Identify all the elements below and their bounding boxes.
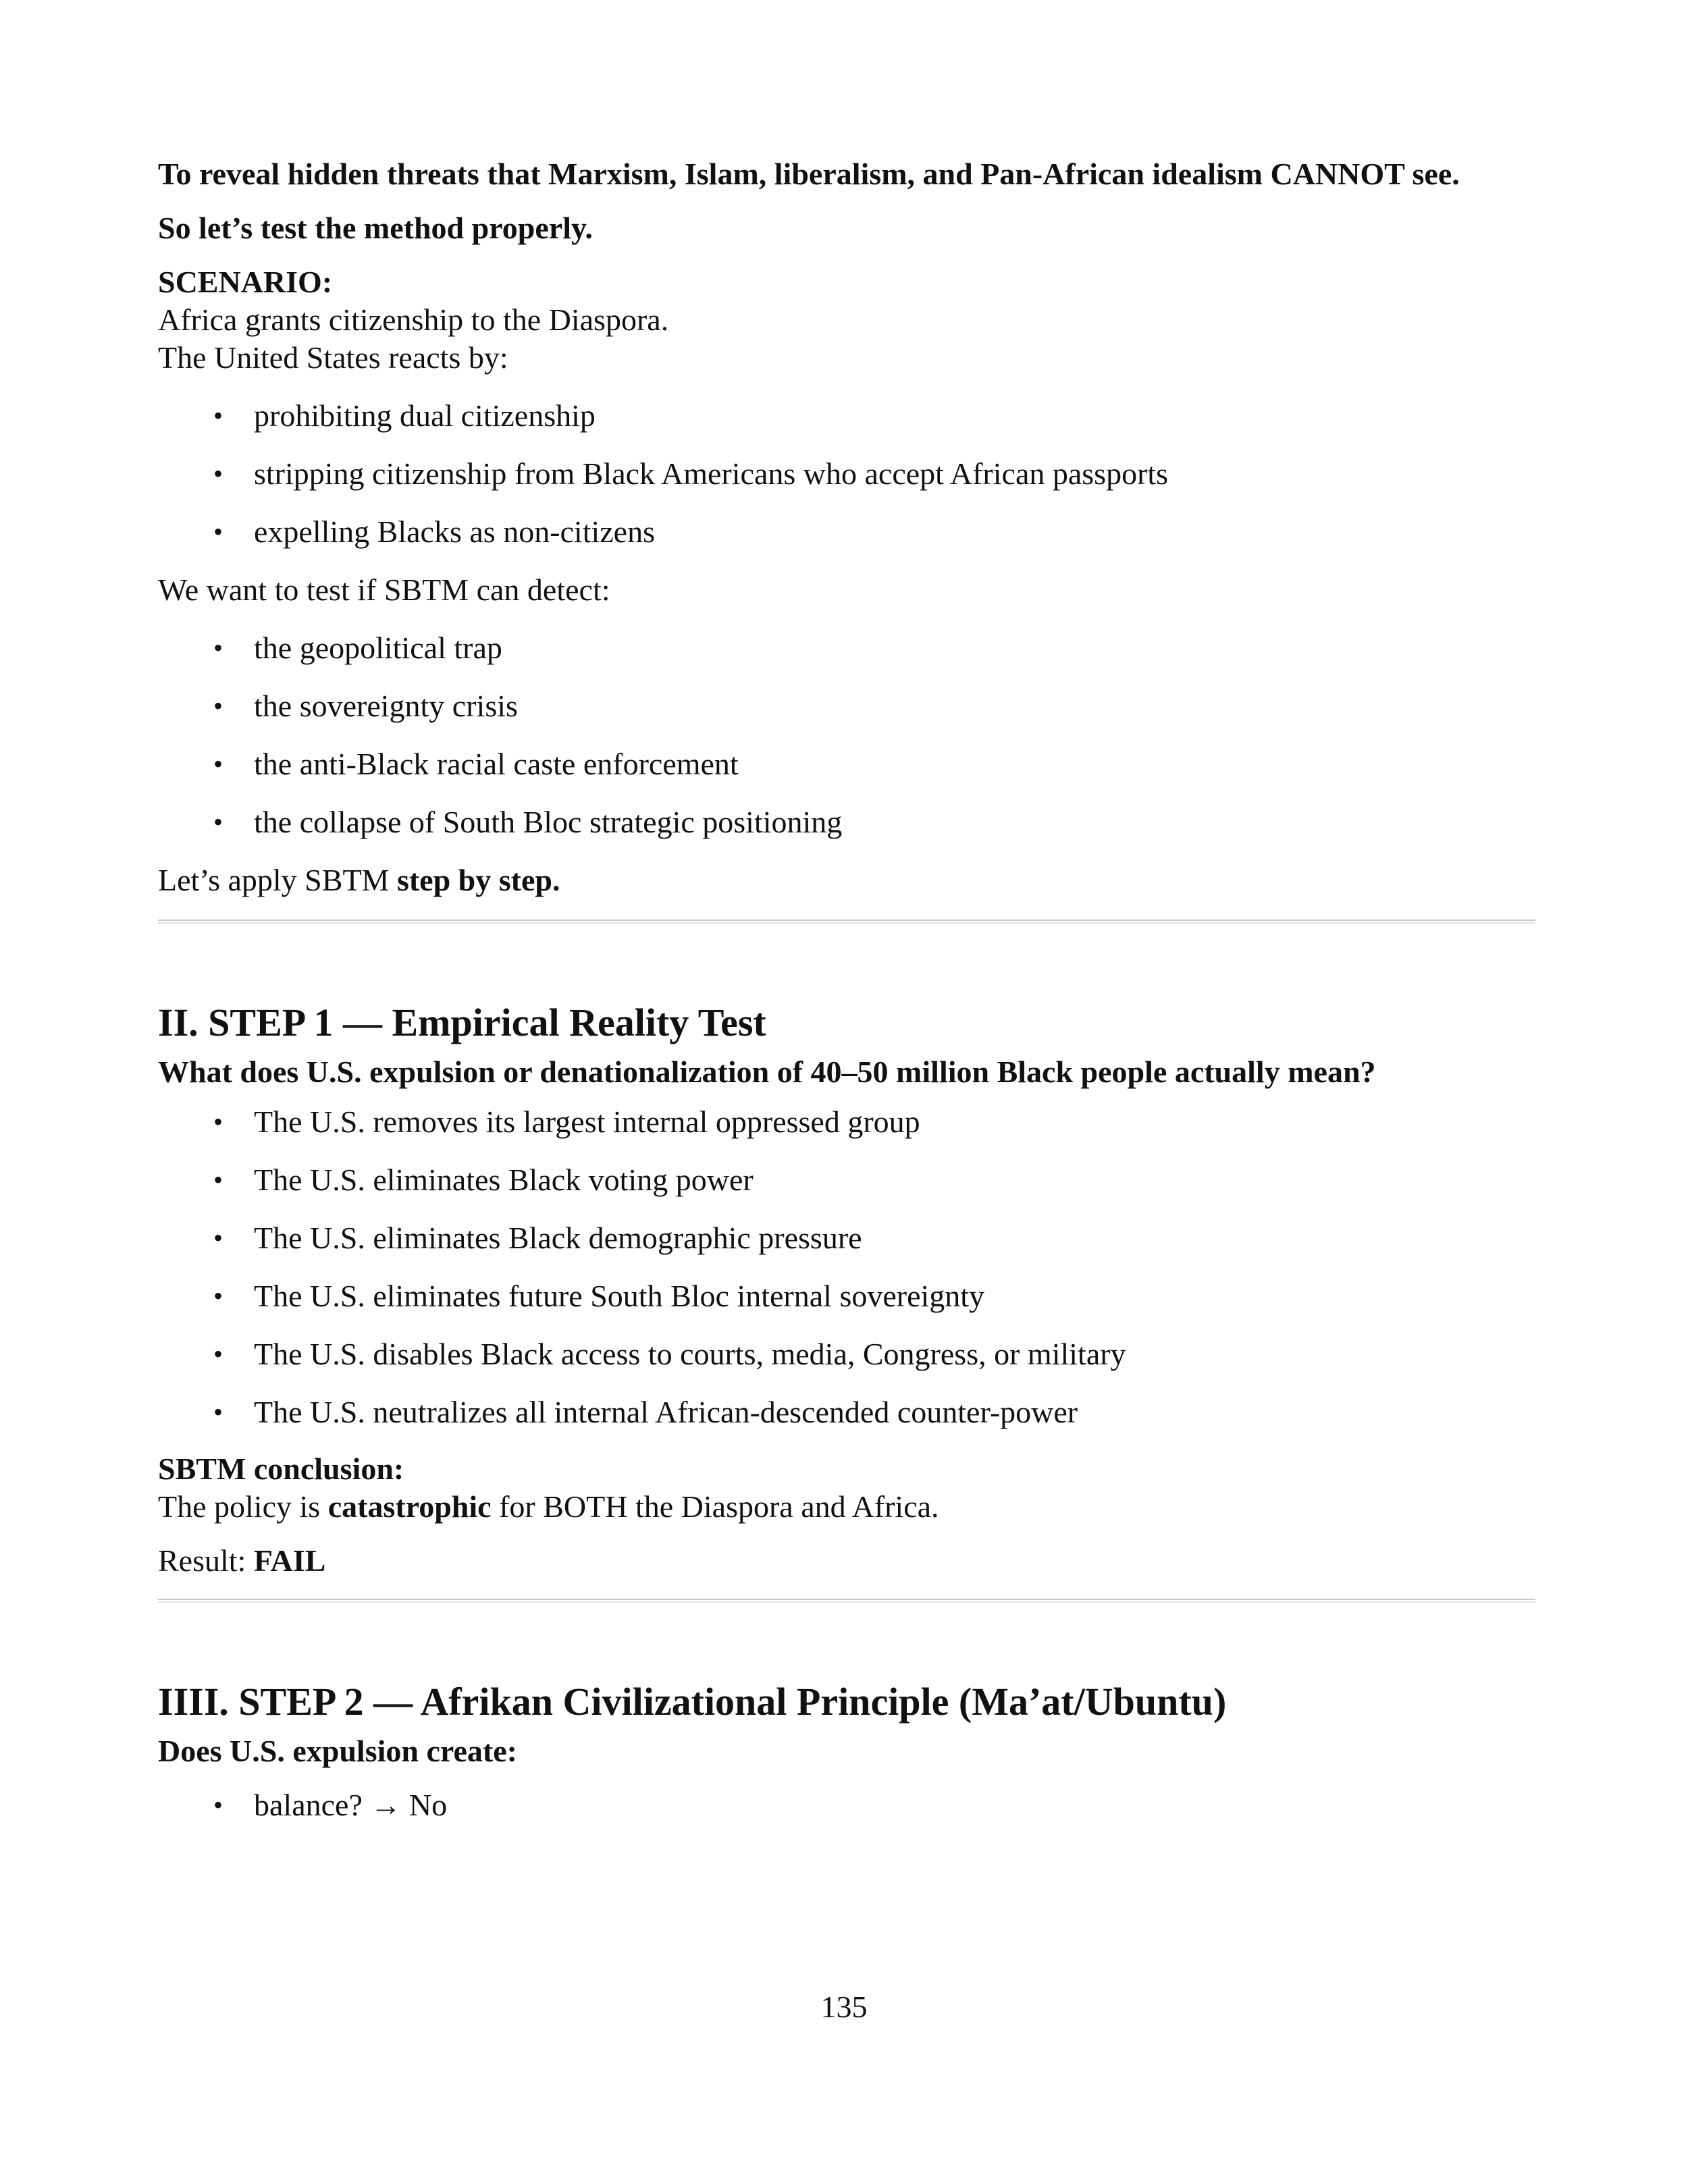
step2-question: Does U.S. expulsion create: xyxy=(158,1734,517,1768)
test-intro: We want to test if SBTM can detect: xyxy=(158,572,610,607)
bullet-icon: • xyxy=(213,458,223,489)
list-item: • the anti-Black racial caste enforcement xyxy=(158,745,1535,783)
section-divider xyxy=(158,920,1535,924)
intro-statement: To reveal hidden threats that Marxism, Islam, liberalism, and Pan-African idealism CANNOT see. xyxy=(158,157,1460,191)
bullet-icon: • xyxy=(213,400,223,431)
conclusion-block xyxy=(158,1450,1535,1526)
list-item: • The U.S. disables Black access to courts, media, Congress, or military xyxy=(158,1335,1535,1373)
scenario-block xyxy=(158,263,1535,377)
list-item: • the geopolitical trap xyxy=(158,629,1535,667)
bullet-icon: • xyxy=(213,1107,223,1137)
conclusion-label: SBTM conclusion: xyxy=(158,1451,404,1486)
conclusion-text: The policy is catastrophic for BOTH the Diaspora and Africa. xyxy=(158,1489,939,1524)
scenario-line: Africa grants citizenship to the Diaspora. xyxy=(158,302,669,337)
test-list xyxy=(158,629,1535,841)
section-divider xyxy=(158,1599,1535,1603)
list-item: • the collapse of South Bloc strategic positioning xyxy=(158,803,1535,841)
result-line: Result: FAIL xyxy=(158,1543,326,1578)
section-heading-step1: II. STEP 1 — Empirical Reality Test xyxy=(158,1001,766,1044)
document-page xyxy=(158,155,1535,1824)
list-item: • stripping citizenship from Black Americans who accept African passports xyxy=(158,455,1535,493)
bullet-icon: • xyxy=(213,1397,223,1427)
scenario-heading: SCENARIO: xyxy=(158,265,333,299)
list-item: • The U.S. removes its largest internal oppressed group xyxy=(158,1103,1535,1141)
step1-question: What does U.S. expulsion or denationalization of 40–50 million Black people actually mean? xyxy=(158,1055,1376,1089)
bullet-icon: • xyxy=(213,691,223,721)
list-item: • balance? → No xyxy=(158,1786,1535,1824)
bullet-icon: • xyxy=(213,807,223,837)
bullet-icon: • xyxy=(213,516,223,547)
reaction-list xyxy=(158,397,1535,551)
intro-lead: So let’s test the method properly. xyxy=(158,211,593,245)
bullet-icon: • xyxy=(213,1165,223,1195)
bullet-icon: • xyxy=(213,1281,223,1311)
bullet-icon: • xyxy=(213,1223,223,1253)
apply-line: Let’s apply SBTM step by step. xyxy=(158,863,560,897)
bullet-icon: • xyxy=(213,749,223,779)
bullet-icon: • xyxy=(213,1790,223,1820)
list-item: • The U.S. neutralizes all internal African-descended counter-power xyxy=(158,1393,1535,1431)
scenario-line: The United States reacts by: xyxy=(158,340,508,375)
list-item: • The U.S. eliminates future South Bloc internal sovereignty xyxy=(158,1277,1535,1315)
page-number: 135 xyxy=(820,1990,868,2024)
list-item: • the sovereignty crisis xyxy=(158,687,1535,725)
section-heading-step2: IIII. STEP 2 — Afrikan Civilizational Principle (Ma’at/Ubuntu) xyxy=(158,1680,1227,1724)
bullet-icon: • xyxy=(213,633,223,663)
result-value: FAIL xyxy=(253,1543,326,1578)
step1-list xyxy=(158,1103,1535,1431)
bullet-icon: • xyxy=(213,1339,223,1369)
list-item: • prohibiting dual citizenship xyxy=(158,397,1535,435)
step2-list xyxy=(158,1786,1535,1824)
list-item: • The U.S. eliminates Black demographic pressure xyxy=(158,1219,1535,1257)
list-item: • expelling Blacks as non-citizens xyxy=(158,513,1535,551)
list-item: • The U.S. eliminates Black voting power xyxy=(158,1161,1535,1199)
